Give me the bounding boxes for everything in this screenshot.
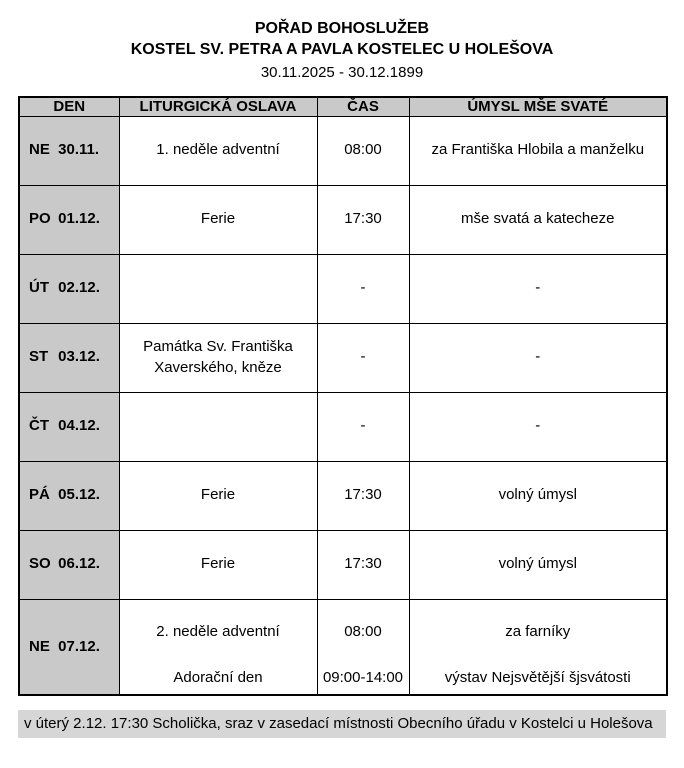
day-date: 04.12. bbox=[58, 417, 100, 435]
cell-intention: - bbox=[409, 392, 667, 461]
time-lines bbox=[322, 600, 405, 694]
cell-time: 17:30 bbox=[317, 530, 409, 599]
cell-time: - bbox=[317, 323, 409, 392]
cell-celebration: Památka Sv. Františka Xaverského, kněze bbox=[119, 323, 317, 392]
cell-time bbox=[317, 599, 409, 695]
date-range: 30.11.2025 - 30.12.1899 bbox=[260, 64, 424, 81]
page-subtitle: KOSTEL SV. PETRA A PAVLA KOSTELEC U HOLEŠOVA bbox=[130, 41, 554, 58]
cell-intention: - bbox=[409, 254, 667, 323]
day-abbrev: PÁ bbox=[29, 486, 50, 504]
cell-day bbox=[19, 116, 119, 185]
cell-celebration bbox=[119, 599, 317, 695]
cell-day bbox=[19, 323, 119, 392]
day-date: 05.12. bbox=[58, 486, 100, 504]
cell-intention: volný úmysl bbox=[409, 530, 667, 599]
day-abbrev: ST bbox=[29, 348, 49, 366]
table-row bbox=[19, 323, 667, 392]
cell-celebration: Ferie bbox=[119, 461, 317, 530]
cell-celebration: Ferie bbox=[119, 530, 317, 599]
day-date: 03.12. bbox=[58, 348, 100, 366]
cell-time: 08:00 bbox=[317, 116, 409, 185]
cell-time: 17:30 bbox=[317, 185, 409, 254]
day-abbrev: NE bbox=[29, 637, 50, 655]
day-abbrev: ÚT bbox=[29, 279, 49, 297]
cell-celebration bbox=[119, 392, 317, 461]
day-date: 01.12. bbox=[58, 210, 100, 228]
table-row bbox=[19, 461, 667, 530]
cell-intention: volný úmysl bbox=[409, 461, 667, 530]
cell-day bbox=[19, 530, 119, 599]
intention-line-1: za farníky bbox=[505, 622, 571, 640]
column-header-day: DEN bbox=[19, 97, 119, 116]
cell-celebration: 1. neděle adventní bbox=[119, 116, 317, 185]
time-line-1: 08:00 bbox=[344, 622, 382, 640]
table-row bbox=[19, 254, 667, 323]
day-date: 07.12. bbox=[58, 637, 100, 655]
cell-day bbox=[19, 254, 119, 323]
day-abbrev: SO bbox=[29, 555, 51, 573]
page-title: POŘAD BOHOSLUŽEB bbox=[254, 20, 430, 37]
day-date: 02.12. bbox=[58, 279, 100, 297]
column-header-intention: ÚMYSL MŠE SVATÉ bbox=[409, 97, 667, 116]
cell-time: - bbox=[317, 392, 409, 461]
cell-celebration bbox=[119, 254, 317, 323]
day-abbrev: NE bbox=[29, 141, 50, 159]
day-date: 06.12. bbox=[58, 555, 100, 573]
table-row bbox=[19, 599, 667, 695]
day-date: 30.11. bbox=[58, 141, 100, 159]
cell-time: - bbox=[317, 254, 409, 323]
cell-celebration: Ferie bbox=[119, 185, 317, 254]
celebration-line-2: Adorační den bbox=[173, 668, 263, 686]
column-header-celebration: LITURGICKÁ OSLAVA bbox=[119, 97, 317, 116]
column-header-time: ČAS bbox=[317, 97, 409, 116]
table-row bbox=[19, 116, 667, 185]
table-row bbox=[19, 530, 667, 599]
time-line-2: 09:00-14:00 bbox=[322, 668, 404, 686]
table-row bbox=[19, 185, 667, 254]
cell-intention bbox=[409, 599, 667, 695]
cell-intention: za Františka Hlobila a manželku bbox=[409, 116, 667, 185]
intention-line-2: výstav Nejsvětější šjsvátosti bbox=[444, 668, 631, 686]
schedule-table bbox=[18, 96, 668, 696]
cell-intention: mše svatá a katecheze bbox=[409, 185, 667, 254]
cell-intention: - bbox=[409, 323, 667, 392]
celebration-lines bbox=[124, 600, 313, 694]
day-abbrev: PO bbox=[29, 210, 51, 228]
cell-day bbox=[19, 392, 119, 461]
cell-time: 17:30 bbox=[317, 461, 409, 530]
cell-day bbox=[19, 599, 119, 695]
footer-note: v úterý 2.12. 17:30 Scholička, sraz v zasedací místnosti Obecního úřadu v Kostelci u Holešova bbox=[18, 710, 666, 738]
day-abbrev: ČT bbox=[29, 417, 49, 435]
celebration-line-1: 2. neděle adventní bbox=[156, 622, 280, 640]
cell-day bbox=[19, 461, 119, 530]
table-row bbox=[19, 392, 667, 461]
table-header-row bbox=[19, 97, 667, 116]
intention-lines bbox=[414, 600, 663, 694]
document-header bbox=[0, 0, 684, 83]
cell-day bbox=[19, 185, 119, 254]
